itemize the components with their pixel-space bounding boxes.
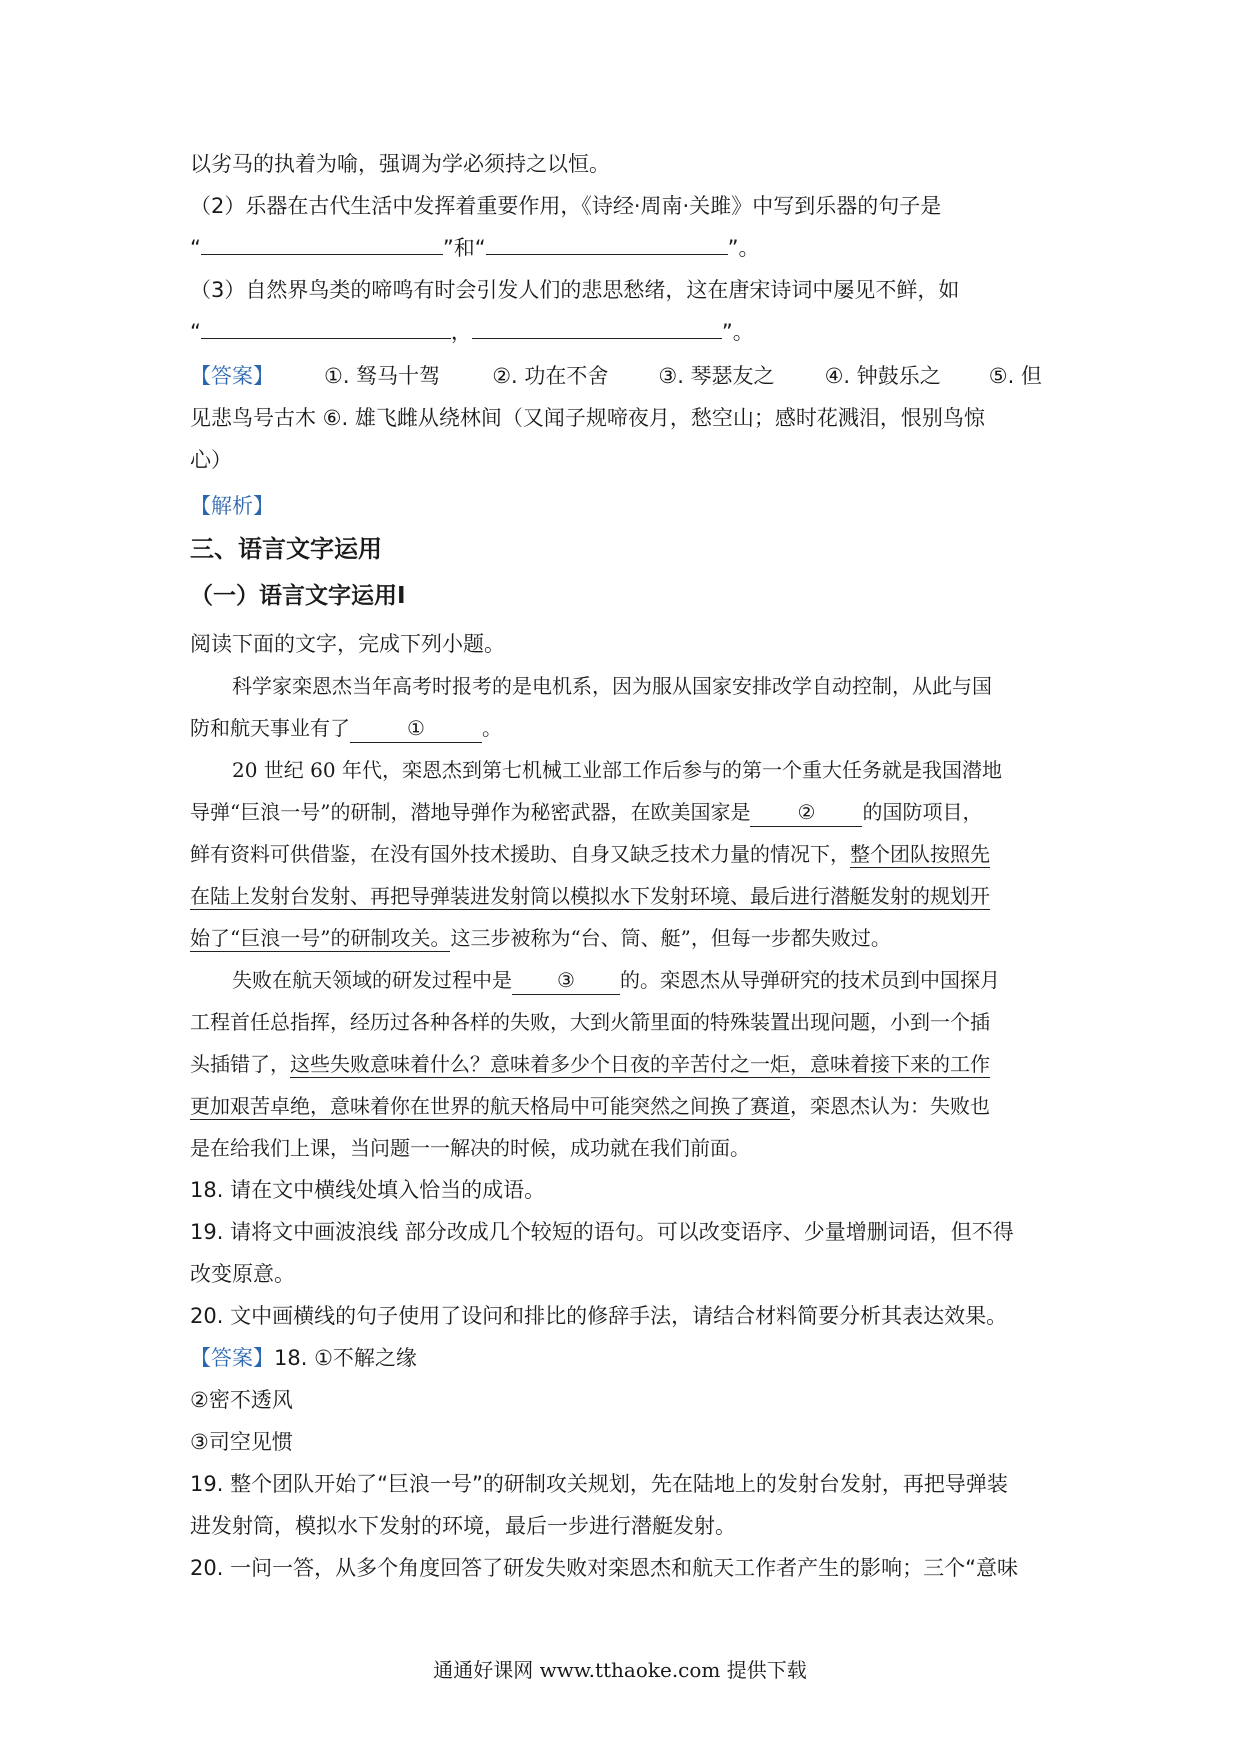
answer-line: 进发射筒，模拟水下发射的环境，最后一步进行潜艇发射。 <box>190 1514 736 1538</box>
question-20: 20. 文中画横线的句子使用了设问和排比的修辞手法，请结合材料简要分析其表达效果。 <box>190 1304 1008 1328</box>
passage-line: 头插错了，这些失败意味着什么？意味着多少个日夜的辛苦付之一炬，意味着接下来的工作 <box>190 1052 990 1076</box>
subsection-title: （一）语言文字运用Ⅰ <box>190 583 406 609</box>
underlined-text: 始了“巨浪一号”的研制攻关。 <box>190 926 451 950</box>
question-19: 19. 请将文中画波浪线 部分改成几个较短的语句。可以改变语序、少量增删词语，但不得 <box>190 1220 1014 1244</box>
underlined-text: 在陆上发射台发射、再把导弹装进发射筒以模拟水下发射环境、最后进行潜艇发射的规划开 <box>190 884 990 908</box>
passage-line: 科学家栾恩杰当年高考时报考的是电机系，因为服从国家安排改学自动控制，从此与国 <box>232 674 992 698</box>
question-3: （3）自然界鸟类的啼鸣有时会引发人们的悲思愁绪，这在唐宋诗词中屡见不鲜，如 <box>190 278 960 302</box>
answer-line: 心） <box>190 448 232 472</box>
passage-line <box>190 882 1062 910</box>
underlined-text: 整个团队按照先 <box>850 842 990 866</box>
passage-line: 防和航天事业有了 ① 。 <box>190 714 1062 743</box>
answer-line: 【答案】18. ①不解之缘 <box>190 1346 417 1370</box>
blank-1: ① <box>350 714 482 743</box>
page-footer: 通通好课网 www.tthaoke.com 提供下载 <box>433 1658 807 1682</box>
analysis-tag: 【解析】 <box>190 494 274 518</box>
passage-line: 工程首任总指挥，经历过各种各样的失败，大到火箭里面的特殊装置出现问题，小到一个插 <box>190 1010 990 1034</box>
answer-blank <box>472 318 722 339</box>
question-19-cont: 改变原意。 <box>190 1262 295 1286</box>
blank-3: ③ <box>512 966 620 995</box>
underlined-text: 这些失败意味着什么？意味着多少个日夜的辛苦付之一炬，意味着接下来的工作 <box>290 1052 990 1076</box>
passage-line: 失败在航天领域的研发过程中是 ③ 的。栾恩杰从导弹研究的技术员到中国探月 <box>190 966 1104 995</box>
answer-blank <box>201 318 451 339</box>
answer-line: 20. 一问一答，从多个角度回答了研发失败对栾恩杰和航天工作者产生的影响；三个“意味 <box>190 1556 1018 1580</box>
blank-2: ② <box>750 798 862 827</box>
answer-line: 19. 整个团队开始了“巨浪一号”的研制攻关规划，先在陆地上的发射台发射，再把导弹装 <box>190 1472 1008 1496</box>
answer-blank <box>201 234 443 255</box>
question-3-blanks: “ ， ”。 <box>190 320 754 344</box>
passage-line: 更加艰苦卓绝，意味着你在世界的航天格局中可能突然之间换了赛道，栾恩杰认为：失败也 <box>190 1094 990 1118</box>
answer-blank <box>486 234 728 255</box>
passage-line: 鲜有资料可供借鉴，在没有国外技术援助、自身又缺乏技术力量的情况下，整个团队按照先 <box>190 842 990 866</box>
answer-line: ②密不透风 <box>190 1388 293 1412</box>
question-2-blanks: “ ”和“ ”。 <box>190 236 760 260</box>
text-line: 以劣马的执着为喻，强调为学必须持之以恒。 <box>190 152 610 176</box>
answer-tag: 【答案】 <box>190 1346 274 1370</box>
passage-line: 导弹“巨浪一号”的研制，潜地导弹作为秘密武器，在欧美国家是 ② 的国防项目， <box>190 798 1062 827</box>
section-title: 三、语言文字运用 <box>190 535 382 563</box>
passage-line: 20 世纪 60 年代，栾恩杰到第七机械工业部工作后参与的第一个重大任务就是我国潜地 <box>232 758 1002 782</box>
passage-line: 是在给我们上课，当问题一一解决的时候，成功就在我们前面。 <box>190 1136 750 1160</box>
answer-line: 【答案】 ①. 驽马十驾 ②. 功在不舍 ③. 琴瑟友之 ④. 钟鼓乐之 ⑤. 但 <box>190 364 1042 388</box>
question-18: 18. 请在文中横线处填入恰当的成语。 <box>190 1178 546 1202</box>
answer-line: ③司空见惯 <box>190 1430 293 1454</box>
answer-tag: 【答案】 <box>190 364 274 388</box>
question-2: （2）乐器在古代生活中发挥着重要作用，《诗经·周南·关雎》中写到乐器的句子是 <box>190 194 942 218</box>
underlined-text: 更加艰苦卓绝，意味着你在世界的航天格局中可能突然之间换了赛道 <box>190 1094 790 1118</box>
passage-line: 始了“巨浪一号”的研制攻关。这三步被称为“台、筒、艇”，但每一步都失败过。 <box>190 926 891 950</box>
instruction: 阅读下面的文字，完成下列小题。 <box>190 632 505 656</box>
answer-line: 见悲鸟号古木 ⑥. 雄飞雌从绕林间（又闻子规啼夜月，愁空山；感时花溅泪，恨别鸟惊 <box>190 406 985 430</box>
